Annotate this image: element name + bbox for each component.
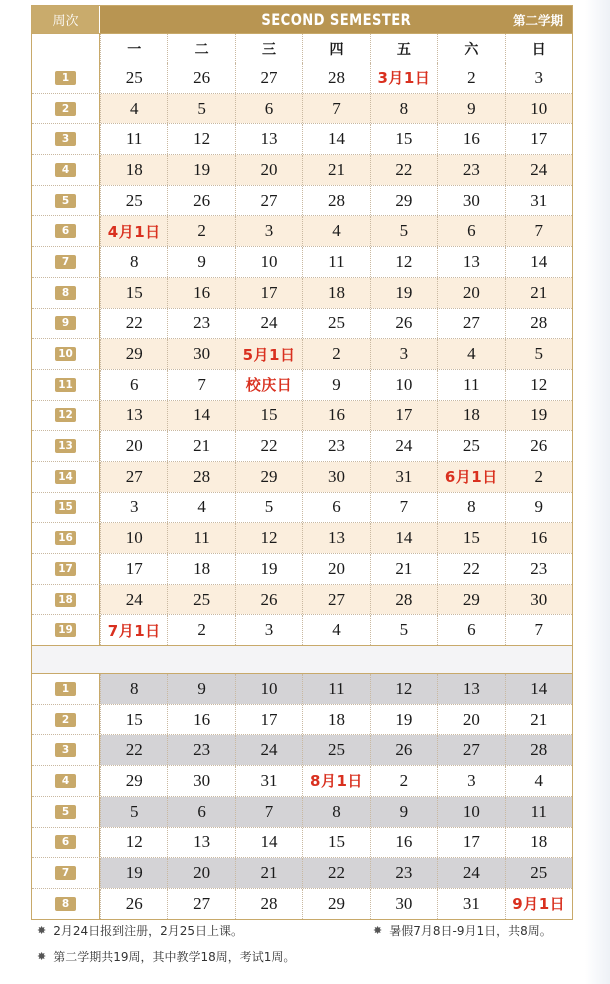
day-cell: 24 [235,309,302,339]
day-cell: 16 [437,124,504,154]
day-cell: 25 [100,186,167,216]
day-cell: 20 [302,554,369,584]
week-number-cell [32,462,100,492]
day-cell: 6月1日 [437,462,504,492]
day-cell: 10 [235,247,302,277]
day-cell: 23 [437,155,504,185]
day-cell: 22 [235,431,302,461]
day-cell: 11 [505,797,572,827]
day-cell: 20 [235,155,302,185]
week-number-badge: 8 [55,897,76,911]
day-cell: 19 [235,554,302,584]
day-cell: 19 [505,401,572,431]
week-row [32,704,572,735]
day-cell: 12 [370,247,437,277]
day-cell: 2 [302,339,369,369]
day-cell: 7 [505,216,572,246]
day-cell: 26 [167,63,234,93]
day-cell: 12 [167,124,234,154]
day-cell: 24 [370,431,437,461]
day-cell: 17 [437,828,504,858]
week-row [32,492,572,523]
note-registration [37,922,243,939]
week-number-cell [32,155,100,185]
week-row [32,522,572,553]
section-divider [32,645,572,674]
day-cell: 6 [167,797,234,827]
week-row [32,461,572,492]
day-cell: 25 [437,431,504,461]
day-cell: 10 [235,674,302,704]
day-cell: 31 [505,186,572,216]
week-number-badge: 5 [55,805,76,819]
day-cell: 3 [505,63,572,93]
day-cell: 15 [100,278,167,308]
day-cell: 27 [437,735,504,765]
weekday-label: 二 [167,34,234,63]
day-cell: 8 [437,493,504,523]
day-cell: 8月1日 [302,766,369,796]
day-cell: 4 [302,615,369,645]
day-cell: 25 [100,63,167,93]
week-number-badge: 9 [55,316,76,330]
day-cell: 20 [167,858,234,888]
day-cell: 20 [437,705,504,735]
week-row [32,93,572,124]
day-cell: 29 [302,889,369,919]
day-cell: 7 [235,797,302,827]
day-cell: 13 [100,401,167,431]
day-cell: 31 [370,462,437,492]
week-row [32,369,572,400]
week-row [32,796,572,827]
day-cell: 17 [100,554,167,584]
day-cell: 27 [235,186,302,216]
day-cell: 15 [302,828,369,858]
week-number-badge: 17 [55,562,76,576]
day-cell: 23 [167,735,234,765]
week-number-cell [32,370,100,400]
day-cell: 3 [235,216,302,246]
day-cell: 19 [370,705,437,735]
week-number-badge: 4 [55,163,76,177]
week-number-badge: 18 [55,593,76,607]
note-text: 第二学期共19周，其中教学18周，考试1周。 [53,950,296,964]
week-row [32,765,572,796]
week-number-badge: 14 [55,470,76,484]
week-number-badge: 7 [55,255,76,269]
week-number-badge: 4 [55,774,76,788]
week-row [32,308,572,339]
day-cell: 6 [437,216,504,246]
day-cell: 2 [167,615,234,645]
day-cell: 24 [235,735,302,765]
weekday-label: 一 [100,34,167,63]
day-cell: 29 [100,766,167,796]
day-cell: 26 [370,309,437,339]
week-number-cell [32,309,100,339]
week-number-cell [32,278,100,308]
week-number-badge: 3 [55,132,76,146]
day-cell: 10 [100,523,167,553]
day-cell: 6 [235,94,302,124]
day-cell: 16 [505,523,572,553]
day-cell: 16 [167,705,234,735]
day-cell: 14 [505,247,572,277]
day-cell: 8 [100,247,167,277]
day-cell: 27 [100,462,167,492]
day-cell: 6 [100,370,167,400]
day-cell: 4 [437,339,504,369]
day-cell: 28 [370,585,437,615]
day-cell: 19 [100,858,167,888]
day-cell: 28 [302,63,369,93]
day-cell: 30 [167,339,234,369]
day-cell: 9 [167,247,234,277]
day-cell: 9 [302,370,369,400]
weekday-header-row [32,33,572,63]
week-number-badge: 8 [55,286,76,300]
day-cell: 11 [302,247,369,277]
day-cell: 18 [437,401,504,431]
week-number-badge: 16 [55,531,76,545]
day-cell: 14 [370,523,437,553]
week-row [32,400,572,431]
title-bar [100,6,572,33]
day-cell: 28 [167,462,234,492]
day-cell: 14 [302,124,369,154]
day-cell: 13 [167,828,234,858]
day-cell: 18 [167,554,234,584]
day-cell: 4 [505,766,572,796]
week-number-badge: 1 [55,682,76,696]
day-cell: 28 [302,186,369,216]
day-cell: 31 [437,889,504,919]
day-cell: 3月1日 [370,63,437,93]
week-number-badge: 6 [55,835,76,849]
day-cell: 26 [235,585,302,615]
day-cell: 9 [437,94,504,124]
day-cell: 15 [437,523,504,553]
day-cell: 5 [370,216,437,246]
day-cell: 28 [235,889,302,919]
day-cell: 26 [370,735,437,765]
week-row [32,277,572,308]
day-cell: 17 [235,278,302,308]
day-cell: 26 [167,186,234,216]
week-number-cell [32,63,100,93]
week-number-cell [32,554,100,584]
day-cell: 9 [505,493,572,523]
week-row [32,614,572,645]
day-cell: 18 [100,155,167,185]
day-cell: 20 [437,278,504,308]
weekday-label: 日 [505,34,572,63]
week-number-cell [32,523,100,553]
day-cell: 26 [505,431,572,461]
week-number-cell [32,216,100,246]
day-cell: 19 [370,278,437,308]
day-cell: 6 [302,493,369,523]
day-cell: 6 [437,615,504,645]
bullet-star-icon: ✸ [37,950,47,963]
day-cell: 25 [505,858,572,888]
day-cell: 21 [505,705,572,735]
week-number-cell [32,124,100,154]
week-row [32,857,572,888]
week-number-cell [32,401,100,431]
week-row [32,123,572,154]
day-cell: 21 [370,554,437,584]
day-cell: 27 [302,585,369,615]
day-cell: 2 [437,63,504,93]
day-cell: 8 [100,674,167,704]
day-cell: 11 [100,124,167,154]
vacation-weeks [32,674,572,919]
day-cell: 4 [302,216,369,246]
week-number-cell [32,828,100,858]
day-cell: 11 [302,674,369,704]
week-number-cell [32,735,100,765]
day-cell: 24 [100,585,167,615]
day-cell: 4月1日 [100,216,167,246]
day-cell: 27 [235,63,302,93]
day-cell: 30 [370,889,437,919]
day-cell: 3 [370,339,437,369]
day-cell: 24 [437,858,504,888]
day-cell: 17 [370,401,437,431]
day-cell: 27 [437,309,504,339]
day-cell: 29 [370,186,437,216]
note-text: 暑假7月8日-9月1日，共8周。 [389,924,552,938]
day-cell: 23 [505,554,572,584]
day-cell: 12 [370,674,437,704]
day-cell: 13 [437,674,504,704]
day-cell: 11 [167,523,234,553]
day-cell: 25 [302,309,369,339]
week-number-badge: 10 [55,347,76,361]
calendar-header [32,6,572,33]
week-header-blank [32,34,100,63]
day-cell: 9月1日 [505,889,572,919]
week-row [32,553,572,584]
week-row [32,338,572,369]
day-cell: 23 [167,309,234,339]
week-number-cell [32,797,100,827]
day-cell: 22 [100,735,167,765]
day-cell: 7 [302,94,369,124]
day-cell: 30 [167,766,234,796]
week-row [32,827,572,858]
day-cell: 22 [302,858,369,888]
day-cell: 21 [505,278,572,308]
day-cell: 23 [302,431,369,461]
note-summer-vacation [373,922,552,939]
weekday-label: 五 [370,34,437,63]
week-number-cell [32,186,100,216]
day-cell: 5 [167,94,234,124]
week-row [32,215,572,246]
week-row [32,246,572,277]
bullet-star-icon: ✸ [373,924,383,937]
weekday-label: 三 [235,34,302,63]
day-cell: 4 [167,493,234,523]
day-cell: 校庆日 [235,370,302,400]
day-cell: 18 [302,278,369,308]
day-cell: 5 [370,615,437,645]
day-cell: 9 [370,797,437,827]
day-cell: 8 [302,797,369,827]
day-cell: 22 [370,155,437,185]
title-chinese: 第二学期 [512,13,563,28]
week-number-badge: 13 [55,439,76,453]
day-cell: 17 [235,705,302,735]
day-cell: 29 [100,339,167,369]
day-cell: 10 [370,370,437,400]
day-cell: 25 [167,585,234,615]
week-number-badge: 5 [55,194,76,208]
week-number-badge: 11 [55,378,76,392]
week-number-badge: 19 [55,623,76,637]
day-cell: 17 [505,124,572,154]
day-cell: 10 [437,797,504,827]
day-cell: 22 [437,554,504,584]
day-cell: 28 [505,735,572,765]
day-cell: 14 [167,401,234,431]
week-row [32,888,572,919]
day-cell: 25 [302,735,369,765]
day-cell: 30 [302,462,369,492]
day-cell: 21 [235,858,302,888]
week-number-badge: 6 [55,224,76,238]
week-number-cell [32,889,100,919]
week-number-badge: 7 [55,866,76,880]
note-text: 2月24日报到注册，2月25日上课。 [53,924,244,938]
day-cell: 21 [302,155,369,185]
day-cell: 10 [505,94,572,124]
day-cell: 27 [167,889,234,919]
day-cell: 5 [100,797,167,827]
week-number-cell [32,493,100,523]
day-cell: 18 [302,705,369,735]
day-cell: 2 [370,766,437,796]
day-cell: 7 [505,615,572,645]
week-row [32,154,572,185]
week-number-cell [32,766,100,796]
day-cell: 26 [100,889,167,919]
week-row [32,674,572,704]
day-cell: 5月1日 [235,339,302,369]
week-row [32,63,572,93]
week-number-badge: 15 [55,500,76,514]
week-number-badge: 2 [55,713,76,727]
day-cell: 2 [167,216,234,246]
day-cell: 18 [505,828,572,858]
day-cell: 3 [437,766,504,796]
day-cell: 15 [370,124,437,154]
day-cell: 14 [235,828,302,858]
day-cell: 8 [370,94,437,124]
day-cell: 24 [505,155,572,185]
week-row [32,185,572,216]
week-number-badge: 2 [55,102,76,116]
day-cell: 4 [100,94,167,124]
day-cell: 29 [235,462,302,492]
day-cell: 7月1日 [100,615,167,645]
day-cell: 16 [167,278,234,308]
day-cell: 9 [167,674,234,704]
day-cell: 23 [370,858,437,888]
day-cell: 15 [235,401,302,431]
day-cell: 21 [167,431,234,461]
week-number-badge: 12 [55,408,76,422]
week-number-cell [32,431,100,461]
day-cell: 29 [437,585,504,615]
week-number-cell [32,615,100,645]
day-cell: 30 [505,585,572,615]
week-column-header: 周次 [32,6,100,33]
day-cell: 13 [437,247,504,277]
day-cell: 7 [370,493,437,523]
day-cell: 7 [167,370,234,400]
week-row [32,734,572,765]
day-cell: 20 [100,431,167,461]
bullet-star-icon: ✸ [37,924,47,937]
day-cell: 13 [235,124,302,154]
week-number-cell [32,674,100,704]
week-number-badge: 3 [55,743,76,757]
day-cell: 5 [505,339,572,369]
day-cell: 3 [100,493,167,523]
day-cell: 30 [437,186,504,216]
day-cell: 2 [505,462,572,492]
week-number-cell [32,339,100,369]
week-number-cell [32,585,100,615]
day-cell: 12 [235,523,302,553]
day-cell: 31 [235,766,302,796]
day-cell: 14 [505,674,572,704]
day-cell: 16 [302,401,369,431]
day-cell: 12 [100,828,167,858]
semester-calendar [31,5,573,920]
week-row [32,584,572,615]
day-cell: 22 [100,309,167,339]
week-number-cell [32,858,100,888]
day-cell: 12 [505,370,572,400]
note-semester-length [37,948,295,965]
day-cell: 13 [302,523,369,553]
day-cell: 3 [235,615,302,645]
week-number-cell [32,94,100,124]
week-number-cell [32,247,100,277]
week-row [32,430,572,461]
day-cell: 11 [437,370,504,400]
title-english: SECOND SEMESTER [261,10,411,29]
day-cell: 28 [505,309,572,339]
day-cell: 19 [167,155,234,185]
week-number-cell [32,705,100,735]
day-cell: 5 [235,493,302,523]
semester-weeks [32,63,572,645]
day-cell: 16 [370,828,437,858]
weekday-label: 六 [437,34,504,63]
weekday-label: 四 [302,34,369,63]
day-cell: 15 [100,705,167,735]
week-number-badge: 1 [55,71,76,85]
